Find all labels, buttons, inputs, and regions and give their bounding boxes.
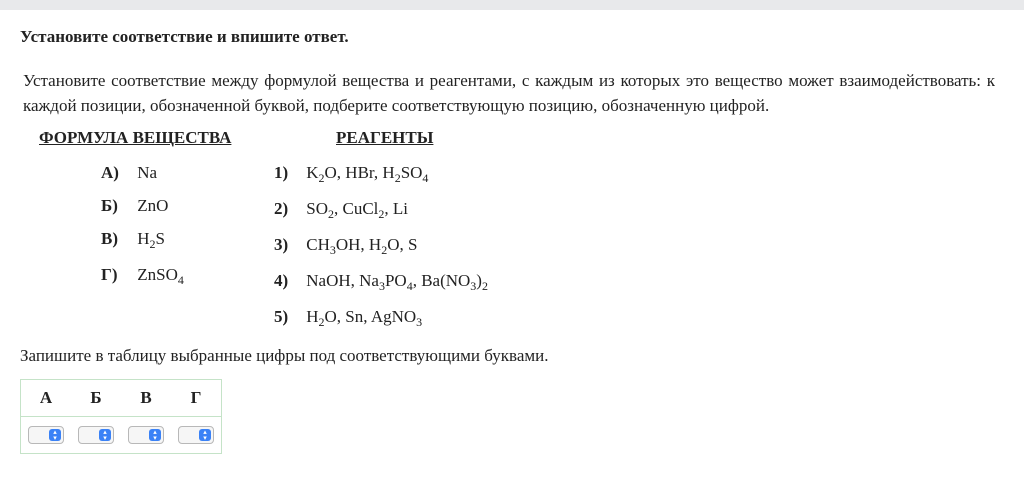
reagent-item bbox=[274, 199, 408, 219]
substance-label: Г) bbox=[101, 265, 118, 284]
updown-chevron-icon: ▴ ▾ bbox=[199, 429, 211, 441]
reagent-item bbox=[274, 307, 422, 327]
answer-select-b[interactable] bbox=[78, 426, 114, 444]
answer-cell bbox=[71, 417, 121, 454]
updown-chevron-icon: ▴ ▾ bbox=[149, 429, 161, 441]
answer-header-a: А bbox=[21, 380, 72, 417]
answer-header-v: В bbox=[121, 380, 171, 417]
updown-chevron-icon: ▴ ▾ bbox=[99, 429, 111, 441]
task-instruction: Установите соответствие между формулой вещества и реагентами, с каждым из которых это вещество может взаимодействовать: к каждой позиции, обозначенной буквой, подберите соответствующую позицию, обозначенную цифрой. bbox=[23, 71, 995, 115]
answer-select-g[interactable] bbox=[178, 426, 214, 444]
answer-header-g: Г bbox=[171, 380, 222, 417]
reagent-label: 1) bbox=[274, 163, 289, 182]
answer-header-b: Б bbox=[71, 380, 121, 417]
substance-item bbox=[101, 163, 157, 183]
answer-select-row bbox=[21, 417, 222, 454]
substance-label: В) bbox=[101, 229, 118, 248]
reagent-text: $H_2O$, Sn, AgNO$_3$ bbox=[306, 307, 423, 329]
reagent-item bbox=[274, 163, 428, 183]
reagent-label: 4) bbox=[274, 271, 289, 290]
answer-cell bbox=[21, 417, 72, 454]
substance-formula: Na bbox=[137, 163, 158, 182]
reagent-text: $CH_3OH$, $H_2O$, S bbox=[306, 235, 418, 257]
reagent-text: NaOH, $Na_3PO_4$, $Ba(NO_3)_2$ bbox=[306, 271, 488, 293]
substance-label: Б) bbox=[101, 196, 118, 215]
answer-cell bbox=[121, 417, 171, 454]
answer-cell bbox=[171, 417, 222, 454]
reagent-text: $SO_2$, CuCl$_2$, Li bbox=[306, 199, 408, 221]
answer-header-row bbox=[21, 380, 222, 417]
reagent-text: $K_2O$, HBr, $H_2SO_4$ bbox=[306, 163, 429, 185]
substance-item bbox=[101, 229, 165, 249]
substance-item bbox=[101, 196, 168, 216]
substance-item bbox=[101, 265, 184, 285]
top-bar bbox=[0, 0, 1024, 10]
updown-chevron-icon: ▴ ▾ bbox=[49, 429, 61, 441]
reagent-item bbox=[274, 271, 488, 291]
answer-table bbox=[20, 379, 222, 454]
reagent-label: 2) bbox=[274, 199, 289, 218]
reagent-item bbox=[274, 235, 417, 255]
substance-column-header: ФОРМУЛА ВЕЩЕСТВА bbox=[39, 128, 232, 147]
answer-select-a[interactable] bbox=[28, 426, 64, 444]
answer-select-v[interactable] bbox=[128, 426, 164, 444]
substance-formula: $H_2S$ bbox=[137, 229, 165, 251]
substance-label: А) bbox=[101, 163, 119, 182]
substance-formula: ZnSO$_4$ bbox=[137, 265, 184, 287]
reagent-label: 5) bbox=[274, 307, 289, 326]
task-heading: Установите соответствие и впишите ответ. bbox=[20, 27, 349, 46]
reagent-column-header: РЕАГЕНТЫ bbox=[336, 128, 434, 147]
reagent-label: 3) bbox=[274, 235, 289, 254]
substance-formula: ZnO bbox=[137, 196, 169, 215]
answer-note: Запишите в таблицу выбранные цифры под соответствующими буквами. bbox=[20, 346, 549, 365]
